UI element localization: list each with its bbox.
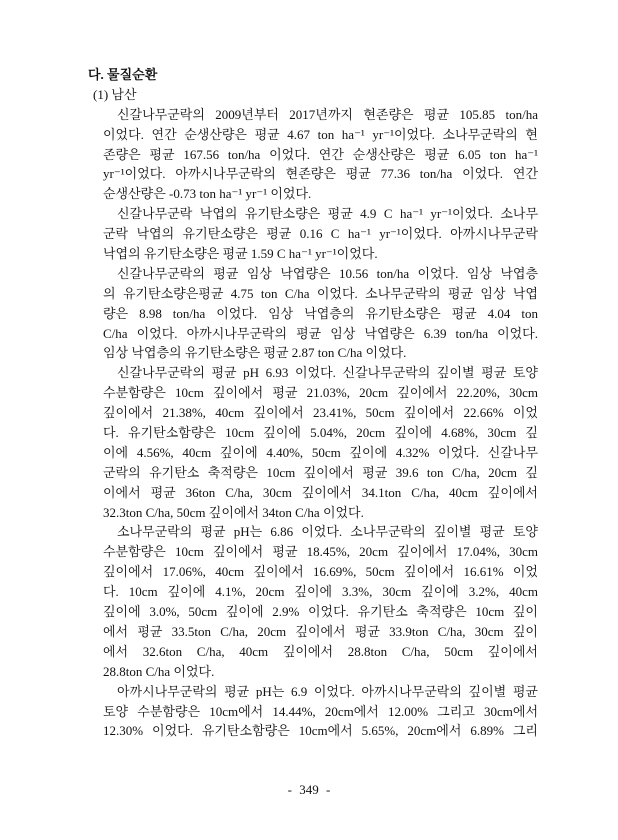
text-line: 수분함량은 10cm 깊이에서 평균 21.03%, 20cm 깊이에서 22.20%, 30cm: [103, 385, 538, 401]
page-body: [88, 65, 538, 741]
text-line: 량은 8.98 ton/ha 이었다. 임상 낙엽층의 유기탄소량은 평균 4.04 ton: [103, 305, 538, 321]
text-line: 수분함량은 10cm 깊이에서 평균 18.45%, 20cm 깊이에서 17.04%, 30cm: [103, 544, 538, 560]
text-line: C/ha 이었다. 아까시나무군락의 평균 임상 낙엽량은 6.39 ton/ha 이었다.: [103, 325, 538, 341]
text-line: 낙엽의 유기탄소량은 평균 1.59 C ha⁻¹ yr⁻¹이었다.: [103, 246, 378, 262]
text-line: 소나무군락의 평균 pH는 6.86 이었다. 소나무군락의 깊이별 평균 토양: [117, 524, 538, 540]
text-line: 군락 낙엽의 유기탄소량은 평균 0.16 C ha⁻¹ yr⁻¹이었다. 아까시나무군락: [103, 226, 538, 242]
text-line: 깊이에서 21.38%, 40cm 깊이에서 23.41%, 50cm 깊이에서 22.66% 이었: [103, 405, 538, 421]
paragraph-oak-soil: [88, 363, 538, 522]
text-line: yr⁻¹이었다. 아까시나무군락의 현존량은 평균 77.36 ton/ha 이었다. 연간: [103, 166, 538, 182]
text-line: 32.3ton C/ha, 50cm 깊이에서 34ton C/ha 이었다.: [103, 504, 364, 520]
section-heading: 다. 물질순환: [88, 67, 158, 82]
text-line: 의 유기탄소량은평균 4.75 ton C/ha 이었다. 소나무군락의 평균 임상 낙엽: [103, 285, 538, 301]
text-line: 신갈나무군락의 평균 임상 낙엽량은 10.56 ton/ha 이었다. 임상 낙엽층: [117, 265, 538, 281]
text-line: 아까시나무군락의 평균 pH는 6.9 이었다. 아까시나무군락의 깊이별 평균: [117, 683, 538, 699]
text-line: 다. 10cm 깊이에 4.1%, 20cm 깊이에 3.3%, 30cm 깊이에 3.2%, 40cm: [103, 584, 538, 600]
page-number: - 349 -: [287, 782, 331, 797]
text-line: 이에서 평균 36ton C/ha, 30cm 깊이에서 34.1ton C/ha, 40cm 깊이에서: [103, 484, 538, 500]
text-line: 신갈나무군락의 평균 pH 6.93 이었다. 신갈나무군락의 깊이별 평균 토양: [117, 365, 538, 381]
paragraph-pine-soil: [88, 522, 538, 681]
text-line: 임상 낙엽층의 유기탄소량은 평균 2.87 ton C/ha 이었다.: [103, 345, 407, 361]
text-line: 12.30% 이었다. 유기탄소함량은 10cm에서 5.65%, 20cm에서 6.89% 그리: [103, 723, 538, 739]
subsection-heading: (1) 남산: [93, 86, 137, 102]
text-line: 순생산량은 -0.73 ton ha⁻¹ yr⁻¹ 이었다.: [103, 186, 312, 202]
text-line: 다. 유기탄소함량은 10cm 깊이에 5.04%, 20cm 깊이에 4.68%, 30cm 깊: [103, 425, 538, 441]
text-line: 깊이에 3.0%, 50cm 깊이에 2.9% 이었다. 유기탄소 축적량은 10cm 깊이: [103, 604, 538, 620]
paragraph-litter-carbon: [88, 204, 538, 264]
text-line: 이에 4.56%, 40cm 깊이에 4.40%, 50cm 깊이에 4.32% 이었다. 신갈나무: [103, 444, 538, 460]
text-line: 28.8ton C/ha 이었다.: [103, 663, 215, 679]
text-line: 에서 32.6ton C/ha, 40cm 깊이에서 28.8ton C/ha, 50cm 깊이에서: [103, 643, 538, 659]
text-line: 이었다. 연간 순생산량은 평균 4.67 ton ha⁻¹ yr⁻¹이었다. 소나무군락의 현: [103, 126, 538, 142]
paragraph-locust-soil: [88, 682, 538, 742]
text-line: 깊이에서 17.06%, 40cm 깊이에서 16.69%, 50cm 깊이에서 16.61% 이었: [103, 564, 538, 580]
text-line: 에서 평균 33.5ton C/ha, 20cm 깊이에서 평균 33.9ton C/ha, 30cm 깊이: [103, 623, 538, 639]
paragraph-forest-floor-litter: [88, 264, 538, 363]
text-line: 신갈나무군락의 2009년부터 2017년까지 현존량은 평균 105.85 ton/ha: [117, 106, 538, 122]
text-line: 토양 수분함량은 10cm에서 14.44%, 20cm에서 12.00% 그리고 30cm에서: [103, 703, 538, 719]
text-line: 존량은 평균 167.56 ton/ha 이었다. 연간 순생산량은 평균 6.05 ton ha⁻¹: [103, 146, 538, 162]
text-line: 군락의 유기탄소 축적량은 10cm 깊이에서 평균 39.6 ton C/ha, 20cm 깊: [103, 464, 538, 480]
text-line: 신갈나무군락 낙엽의 유기탄소량은 평균 4.9 C ha⁻¹ yr⁻¹이었다. 소나무: [117, 206, 538, 222]
paragraph-standing-biomass: [88, 105, 538, 204]
